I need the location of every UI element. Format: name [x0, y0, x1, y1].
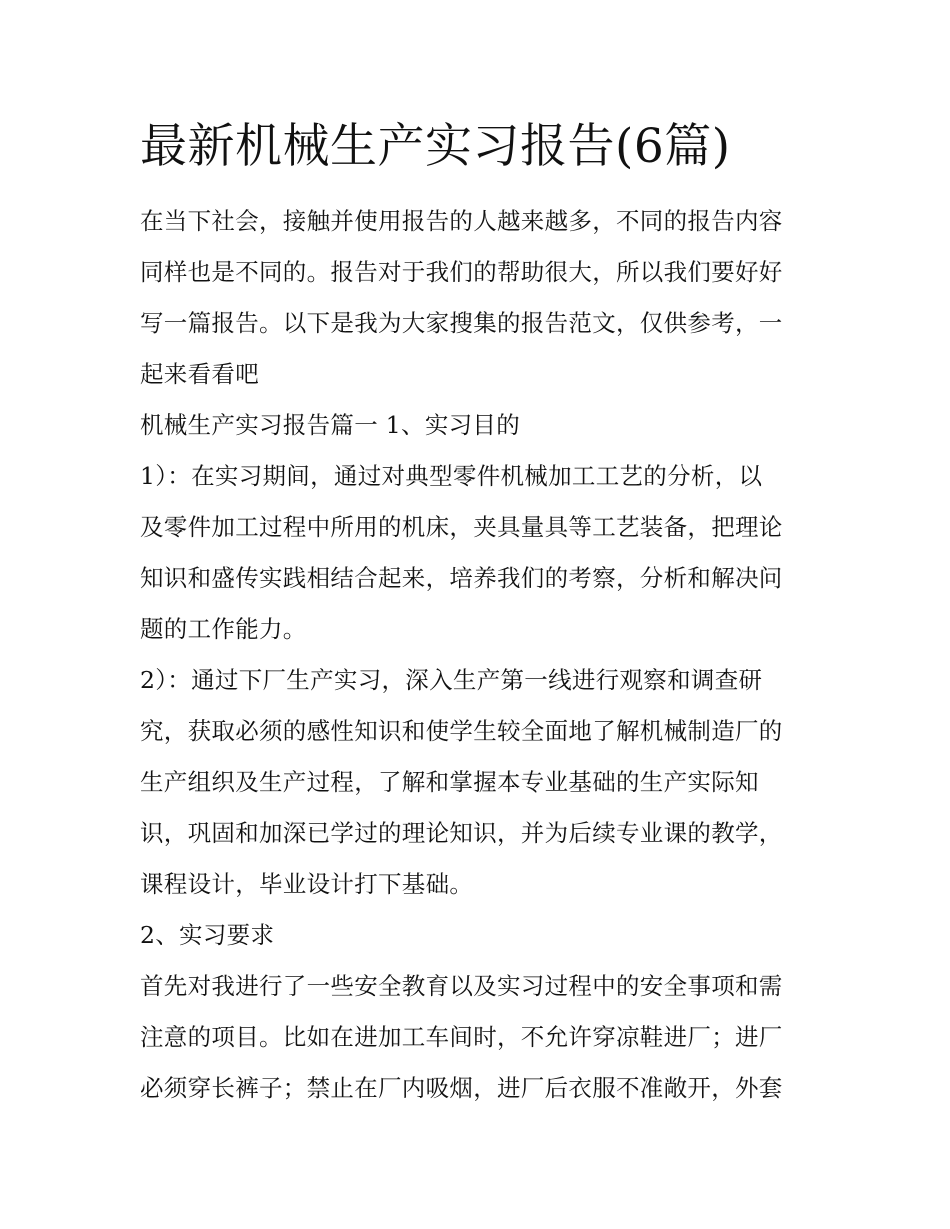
section-heading-line: 机械生产实习报告篇一 1、实习目的: [140, 411, 521, 439]
paragraph-line: 课程设计，毕业设计打下基础。: [140, 870, 474, 898]
paragraph-line: 注意的项目。比如在进加工车间时，不允许穿凉鞋进厂；进厂: [140, 1023, 783, 1051]
paragraph-line: 题的工作能力。: [140, 615, 307, 643]
paragraph-line: 究，获取必须的感性知识和使学生较全面地了解机械制造厂的: [140, 717, 783, 745]
paragraph-line: 首先对我进行了一些安全教育以及实习过程中的安全事项和需: [140, 972, 783, 1000]
paragraph-line: 1）：在实习期间，通过对典型零件机械加工工艺的分析，以: [140, 462, 763, 490]
paragraph-line: 2）：通过下厂生产实习，深入生产第一线进行观察和调查研: [140, 666, 763, 694]
paragraph-line: 生产组织及生产过程，了解和掌握本专业基础的生产实际知: [140, 768, 759, 796]
paragraph-line: 写一篇报告。以下是我为大家搜集的报告范文，仅供参考，一: [140, 309, 783, 337]
document-title: 最新机械生产实习报告(6篇): [140, 119, 731, 174]
paragraph-line: 起来看看吧: [140, 360, 259, 388]
document-body: [140, 196, 820, 1114]
paragraph-line: 必须穿长裤子；禁止在厂内吸烟，进厂后衣服不准敞开，外套: [140, 1074, 783, 1102]
section-heading-line: 2、实习要求: [140, 921, 275, 949]
paragraph-line: 及零件加工过程中所用的机床，夹具量具等工艺装备，把理论: [140, 513, 783, 541]
paragraph-line: 在当下社会，接触并使用报告的人越来越多，不同的报告内容: [140, 207, 783, 235]
paragraph-line: 同样也是不同的。报告对于我们的帮助很大，所以我们要好好: [140, 258, 783, 286]
paragraph-line: 识，巩固和加深已学过的理论知识，并为后续专业课的教学，: [140, 819, 783, 847]
paragraph-line: 知识和盛传实践相结合起来，培养我们的考察，分析和解决问: [140, 564, 783, 592]
